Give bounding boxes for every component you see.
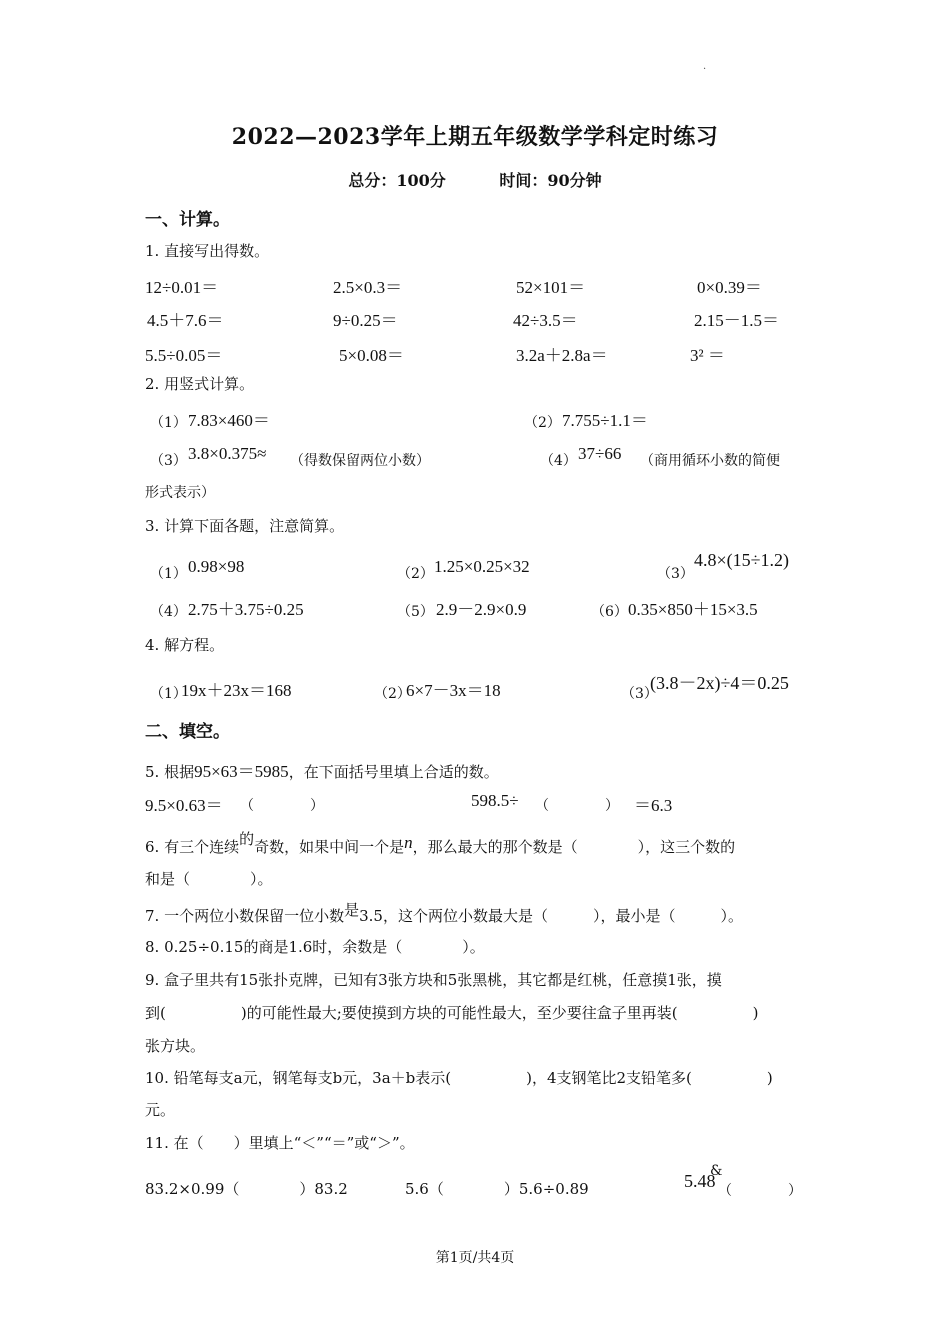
q3-expr: 4.8×(15÷1.2) <box>694 550 790 570</box>
q1-item: 12÷0.01＝ <box>145 278 219 297</box>
header-mark: · <box>703 64 707 75</box>
q1-item: 2.15－1.5＝ <box>694 311 779 330</box>
q2-note: （得数保留两位小数） <box>290 453 430 469</box>
q2-expr: 7.83×460＝ <box>188 411 270 430</box>
q6-line-1 <box>145 830 736 857</box>
q11-item-a: 83.2×0.99（ ）83.2 <box>145 1180 348 1198</box>
q1-item: 3.2a＋2.8a＝ <box>516 346 608 365</box>
q1-label: 1. 直接写出得数。 <box>145 242 270 260</box>
q7-text: 7. 一个两位小数保留一位小数 <box>145 907 345 925</box>
q3-num: （2） <box>397 566 434 582</box>
q1-item: 5.5÷0.05＝ <box>145 346 223 365</box>
q3-expr: 1.25×0.25×32 <box>434 557 530 576</box>
q3-expr: 0.98×98 <box>188 557 245 576</box>
q6-text: 奇数，如果中间一个是 <box>254 838 405 856</box>
q4-num: （1） <box>150 686 187 702</box>
q3-label: 3. 计算下面各题，注意简算。 <box>145 517 345 535</box>
q4-num: （2） <box>374 686 411 702</box>
section-heading-1: 一、计算。 <box>145 210 230 230</box>
q2-expr: 7.755÷1.1＝ <box>562 411 648 430</box>
q1-item: 0×0.39＝ <box>697 278 762 297</box>
q3-num: （4） <box>150 604 187 620</box>
time-limit: 时间：90分钟 <box>499 171 602 190</box>
total-score: 总分：100分 <box>348 171 446 190</box>
q5-pre: 5. 根据 <box>145 763 195 781</box>
section-heading-2: 二、填空。 <box>145 722 230 742</box>
q1-item: 3² ＝ <box>690 346 725 365</box>
q2-note-cont: 形式表示） <box>145 485 215 501</box>
q3-expr: 2.75＋3.75÷0.25 <box>188 600 304 619</box>
q10-line-2: 元。 <box>145 1101 176 1119</box>
q3-num: （3） <box>657 566 694 582</box>
q5-blank-b[interactable]: （ ） <box>535 798 619 814</box>
q6-de: 的 <box>239 830 255 848</box>
q1-item: 4.5＋7.6＝ <box>147 311 224 330</box>
q1-item: 42÷3.5＝ <box>513 311 578 330</box>
q6-var-n: n <box>404 833 413 852</box>
q6-line-2: 和是（ ）。 <box>145 870 273 888</box>
q5-post: ，在下面括号里填上合适的数。 <box>288 763 499 781</box>
q7-shi: 是 <box>344 901 360 919</box>
q1-item: 9÷0.25＝ <box>333 311 398 330</box>
q5-equation: 95×63＝5985 <box>194 762 289 781</box>
q11-item-c: 5.48 <box>684 1171 716 1191</box>
q1-item: 52×101＝ <box>516 278 586 297</box>
q3-num: （6） <box>591 604 628 620</box>
q4-expr: 19x＋23x＝168 <box>181 681 292 700</box>
q10-line-1: 10. 铅笔每支a元，钢笔每支b元，3a＋b表示( )，4支钢笔比2支铅笔多( ) <box>145 1069 773 1087</box>
q7-text: 3.5，这个两位小数最大是（ ），最小是（ ）。 <box>359 907 743 925</box>
q11-item-b: 5.6（ ）5.6÷0.89 <box>405 1180 589 1198</box>
q2-label: 2. 用竖式计算。 <box>145 375 255 393</box>
q2-expr: 37÷66 <box>578 444 622 463</box>
q11-label: 11. 在（ ）里填上“＜”“＝”或“＞”。 <box>145 1134 415 1152</box>
q5-item-b: 598.5÷ <box>471 791 519 810</box>
q3-expr: 2.9－2.9×0.9 <box>436 600 527 619</box>
q9-line-3: 张方块。 <box>145 1037 206 1055</box>
q4-num: （3） <box>621 686 658 702</box>
q5-item-a: 9.5×0.63＝ <box>145 796 223 815</box>
q3-expr: 0.35×850＋15×3.5 <box>628 600 758 619</box>
q2-num: （2） <box>524 415 561 431</box>
q4-expr: (3.8－2x)÷4＝0.25 <box>650 673 789 693</box>
q8-line: 8. 0.25÷0.15的商是1.6时，余数是（ ）。 <box>145 938 485 956</box>
q2-expr: 3.8×0.375≈ <box>188 444 267 463</box>
q5-blank-a[interactable]: （ ） <box>240 798 324 814</box>
q2-num: （4） <box>540 453 577 469</box>
q5-item-b-end: ＝6.3 <box>634 796 673 815</box>
q11-blank-c[interactable]: （ ） <box>718 1183 802 1199</box>
q6-text: 6. 有三个连续 <box>145 838 240 856</box>
page-footer: 第1页/共4页 <box>435 1250 515 1266</box>
q9-line-1: 9. 盒子里共有15张扑克牌，已知有3张方块和5张黑桃，其它都是红桃，任意摸1张，摸 <box>145 971 722 989</box>
q2-note: （商用循环小数的简便 <box>640 453 780 469</box>
q1-item: 2.5×0.3＝ <box>333 278 403 297</box>
q1-item: 5×0.08＝ <box>339 346 404 365</box>
q5-line <box>145 757 499 782</box>
q11-repeat-dot: & <box>710 1163 723 1179</box>
exam-info <box>0 168 950 191</box>
q2-num: （3） <box>150 453 187 469</box>
q7-line <box>145 901 743 926</box>
q4-expr: 6×7－3x＝18 <box>406 681 501 700</box>
q4-label: 4. 解方程。 <box>145 636 225 654</box>
q3-num: （5） <box>397 604 434 620</box>
q2-num: （1） <box>150 415 187 431</box>
q6-text: ，那么最大的那个数是（ ），这三个数的 <box>412 838 736 856</box>
page-title: 2022—2023学年上期五年级数学学科定时练习 <box>231 124 719 150</box>
q3-num: （1） <box>150 566 187 582</box>
q9-line-2: 到( )的可能性最大;要使摸到方块的可能性最大，至少要往盒子里再装( ) <box>145 1004 759 1022</box>
